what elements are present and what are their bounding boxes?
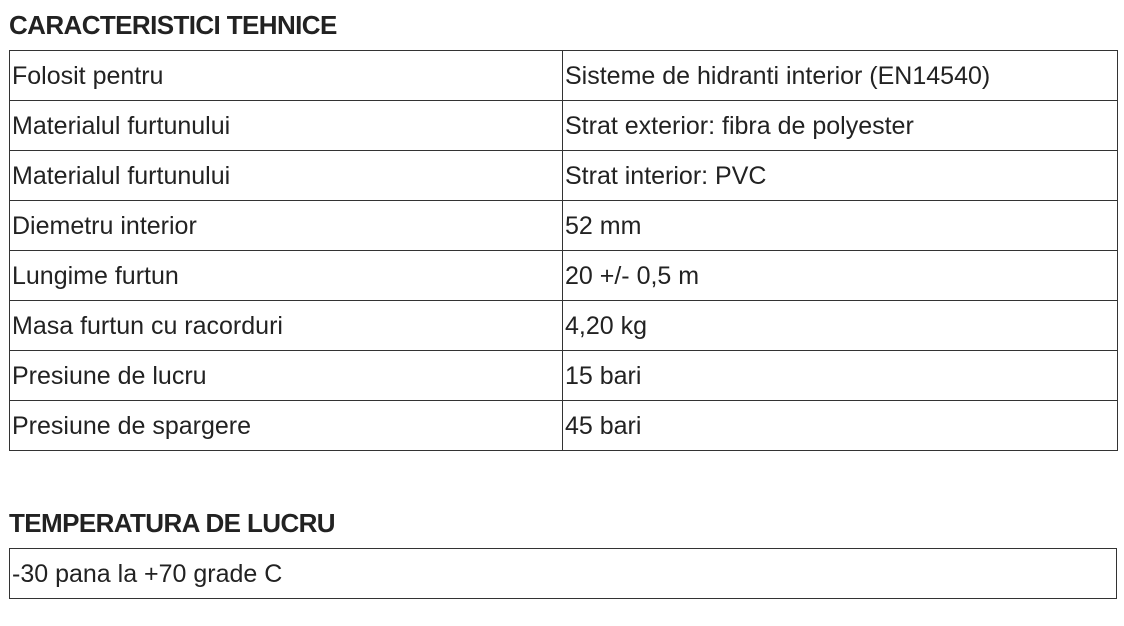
table-row (10, 101, 1118, 151)
spec-value: 15 bari (563, 351, 1118, 401)
spec-value: Strat exterior: fibra de polyester (563, 101, 1118, 151)
temperature-value: -30 pana la +70 grade C (10, 549, 1117, 599)
table-row (10, 301, 1118, 351)
spec-label: Masa furtun cu racorduri (10, 301, 563, 351)
table-row (10, 51, 1118, 101)
temperature-table (9, 548, 1117, 599)
spec-label: Presiune de lucru (10, 351, 563, 401)
spec-value: Sisteme de hidranti interior (EN14540) (563, 51, 1118, 101)
spec-label: Lungime furtun (10, 251, 563, 301)
table-row (10, 151, 1118, 201)
table-row (10, 201, 1118, 251)
spec-value: 45 bari (563, 401, 1118, 451)
spec-label: Materialul furtunului (10, 151, 563, 201)
spec-label: Diemetru interior (10, 201, 563, 251)
spec-value: 20 +/- 0,5 m (563, 251, 1118, 301)
spec-label: Presiune de spargere (10, 401, 563, 451)
technical-specs-table (9, 50, 1118, 451)
spec-value: 52 mm (563, 201, 1118, 251)
table-row (10, 401, 1118, 451)
table-row (10, 549, 1117, 599)
spec-label: Folosit pentru (10, 51, 563, 101)
spec-label: Materialul furtunului (10, 101, 563, 151)
table-row (10, 351, 1118, 401)
technical-section-title: CARACTERISTICI TEHNICE (9, 10, 337, 40)
spec-value: 4,20 kg (563, 301, 1118, 351)
table-row (10, 251, 1118, 301)
spec-value: Strat interior: PVC (563, 151, 1118, 201)
temperature-section-title: TEMPERATURA DE LUCRU (9, 508, 335, 538)
